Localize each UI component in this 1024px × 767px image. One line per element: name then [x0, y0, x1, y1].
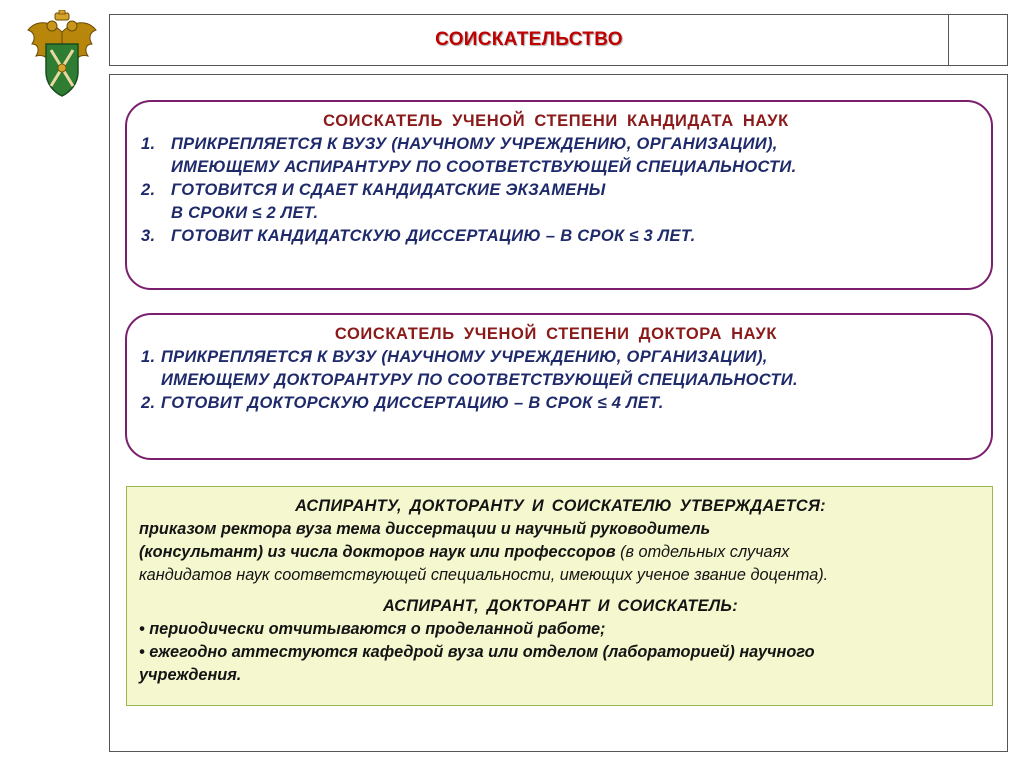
item-text: ПРИКРЕПЛЯЕТСЯ К ВУЗУ (НАУЧНОМУ УЧРЕЖДЕНИЮ, ОРГАНИЗАЦИИ), ИМЕЮЩЕМУ АСПИРАНТУРУ ПО СООТВЕТСТВУЮЩЕЙ СПЕЦИАЛЬНОСТИ. — [171, 135, 797, 176]
approval-line-1: приказом ректора вуза тема диссертации и научный руководитель — [139, 520, 711, 538]
item-number: 3. — [141, 227, 156, 245]
item-number: 2. — [141, 181, 156, 199]
item-text: ГОТОВИТ ДОКТОРСКУЮ ДИССЕРТАЦИЮ – В СРОК ≤ 4 ЛЕТ. — [161, 394, 664, 412]
duties-heading: АСПИРАНТ, ДОКТОРАНТ И СОИСКАТЕЛЬ: — [383, 597, 738, 615]
approval-line-2-normal: (в отдельных случаях — [615, 543, 790, 561]
approval-line-2 — [139, 541, 982, 564]
item-text: ГОТОВИТ КАНДИДАТСКУЮ ДИССЕРТАЦИЮ – В СРОК ≤ 3 ЛЕТ. — [171, 227, 696, 245]
duty-bullet-1: • периодически отчитываются о проделанной работе; — [139, 620, 606, 638]
duty-bullet-2-cont: учреждения. — [139, 666, 242, 684]
item-number: 2. — [141, 394, 156, 412]
approval-box — [126, 486, 993, 706]
candidate-box — [125, 100, 993, 290]
item-number: 1. — [141, 348, 156, 366]
approval-heading: АСПИРАНТУ, ДОКТОРАНТУ И СОИСКАТЕЛЮ УТВЕРЖДАЕТСЯ: — [295, 497, 826, 515]
list-item — [141, 225, 971, 248]
list-item — [141, 346, 971, 392]
candidate-box-title: СОИСКАТЕЛЬ УЧЕНОЙ СТЕПЕНИ КАНДИДАТА НАУК — [323, 112, 789, 130]
emblem-icon — [24, 10, 100, 100]
doctor-box — [125, 313, 993, 460]
doctor-box-title: СОИСКАТЕЛЬ УЧЕНОЙ СТЕПЕНИ ДОКТОРА НАУК — [334, 325, 778, 343]
approval-line-2-bold: (консультант) из числа докторов наук или профессоров — [139, 543, 616, 561]
item-text: ГОТОВИТСЯ И СДАЕТ КАНДИДАТСКИЕ ЭКЗАМЕНЫ В СРОКИ ≤ 2 ЛЕТ. — [171, 181, 606, 222]
page-title: СОИСКАТЕЛЬСТВО — [435, 29, 623, 50]
list-item — [141, 392, 971, 415]
item-text: ПРИКРЕПЛЯЕТСЯ К ВУЗУ (НАУЧНОМУ УЧРЕЖДЕНИЮ, ОРГАНИЗАЦИИ), ИМЕЮЩЕМУ ДОКТОРАНТУРУ ПО СООТВЕТСТВУЮЩЕЙ СПЕЦИАЛЬНОСТИ. — [161, 348, 798, 389]
item-number: 1. — [141, 135, 156, 153]
doctor-list — [141, 346, 971, 415]
title-divider — [948, 15, 949, 65]
list-item — [141, 133, 971, 179]
candidate-list — [141, 133, 971, 248]
title-frame — [109, 14, 1008, 66]
duty-bullet-2: • ежегодно аттестуются кафедрой вуза или отделом (лабораторией) научного — [139, 643, 815, 661]
list-item — [141, 179, 971, 225]
approval-line-3: кандидатов наук соответствующей специальности, имеющих ученое звание доцента). — [139, 566, 829, 584]
